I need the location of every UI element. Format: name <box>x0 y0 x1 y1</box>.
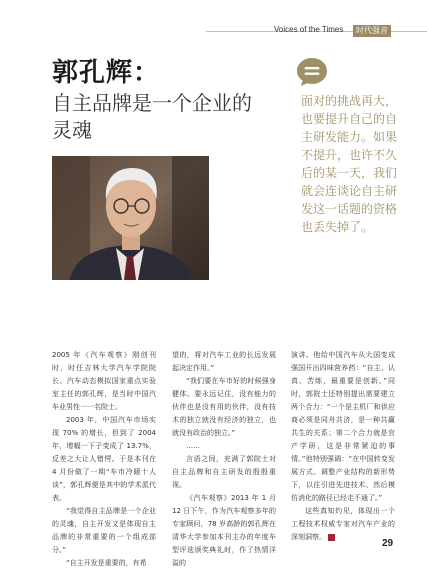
paragraph: …… <box>186 442 200 450</box>
paragraph: “我们要在车市好的时候强身健体。要永远记住，没有能力的伙伴也是没有用的伙伴，没有技术的独立就没有经济的独立，也就没有政治的独立。” <box>172 377 276 437</box>
paragraph: 2003 年，中国汽车市场实现 70% 的增长，但到了 2004 年，增幅一下子变成了 13.7%，反差之大让人错愕。于是本刊在 4 月份做了一期“车市冷暖十人谈”，郭孔辉便是其中的学术派代表。 <box>52 416 156 502</box>
paragraph: 《汽车观察》2013 年 1 月 12 日下午，作为汽车观察多年的专家顾问，78 岁高龄的郭孔辉在清华大学参加本刊主办的年度车型评选颁奖典礼时，作了热情洋溢的 <box>172 494 276 567</box>
section-badge: 时代强音 <box>353 25 391 37</box>
paragraph: 2005 年《汽车观察》刚创刊时，时任吉林大学汽车学院院长、汽车动态模拟国家重点实验室主任的郭孔辉，是当时中国汽车业男性一一名院士。 <box>52 351 156 411</box>
end-mark-icon <box>328 534 335 541</box>
portrait-photo <box>52 156 209 280</box>
section-title-en: Voices of the Times <box>274 25 344 34</box>
page-number: 29 <box>382 538 394 549</box>
paragraph: 望的，将对汽车工业的长远发展起决定作用。” <box>172 351 276 372</box>
speech-bubble-icon <box>296 57 328 87</box>
pull-quote: 面对的挑战再大，也要提升自己的自主研发能力。如果不提升，也许不久后的某一天，我们就会连谈论自主研发这一话题的资格也丢失掉了。 <box>301 94 398 234</box>
paragraph: 演讲。他给中国汽车从大国变成强国开出四味营养药：“自主、认真、苦练、最重要是创新。”同时，郭院士还特别提出需要建立两个合力：“一个是主机厂和供应商必须是同舟共济，是一种共赢共生的关系；第二个合力就是官产学研，这是非常紧迫的事情。”他特别强调：“在中国转变发展方式、调整产业结构的新形势下，以往引进先进技术、然后模仿消化的路径已经走不通了。” <box>291 351 395 502</box>
paragraph-text: 这些真知灼见，体现出一个工程技术权威专家对汽车产业的深刻洞察。 <box>291 507 395 541</box>
text-column-1 <box>52 349 156 570</box>
article-title-name: 郭孔辉： <box>52 58 161 88</box>
text-column-2 <box>172 349 276 570</box>
paragraph: 言语之间，充满了郭院士对自主品牌和自主研发的殷殷重视。 <box>172 455 276 489</box>
paragraph-final <box>291 505 395 544</box>
article-subtitle: 自主品牌是一个企业的灵魂 <box>52 91 252 142</box>
text-column-3 <box>291 349 395 544</box>
paragraph: “自主开发是重要的，有希 <box>66 559 147 567</box>
paragraph: “我觉得自主品牌是一个企业的灵魂，自主开发又是体现自主品牌的非常重要的一个组成部分。” <box>52 507 156 554</box>
